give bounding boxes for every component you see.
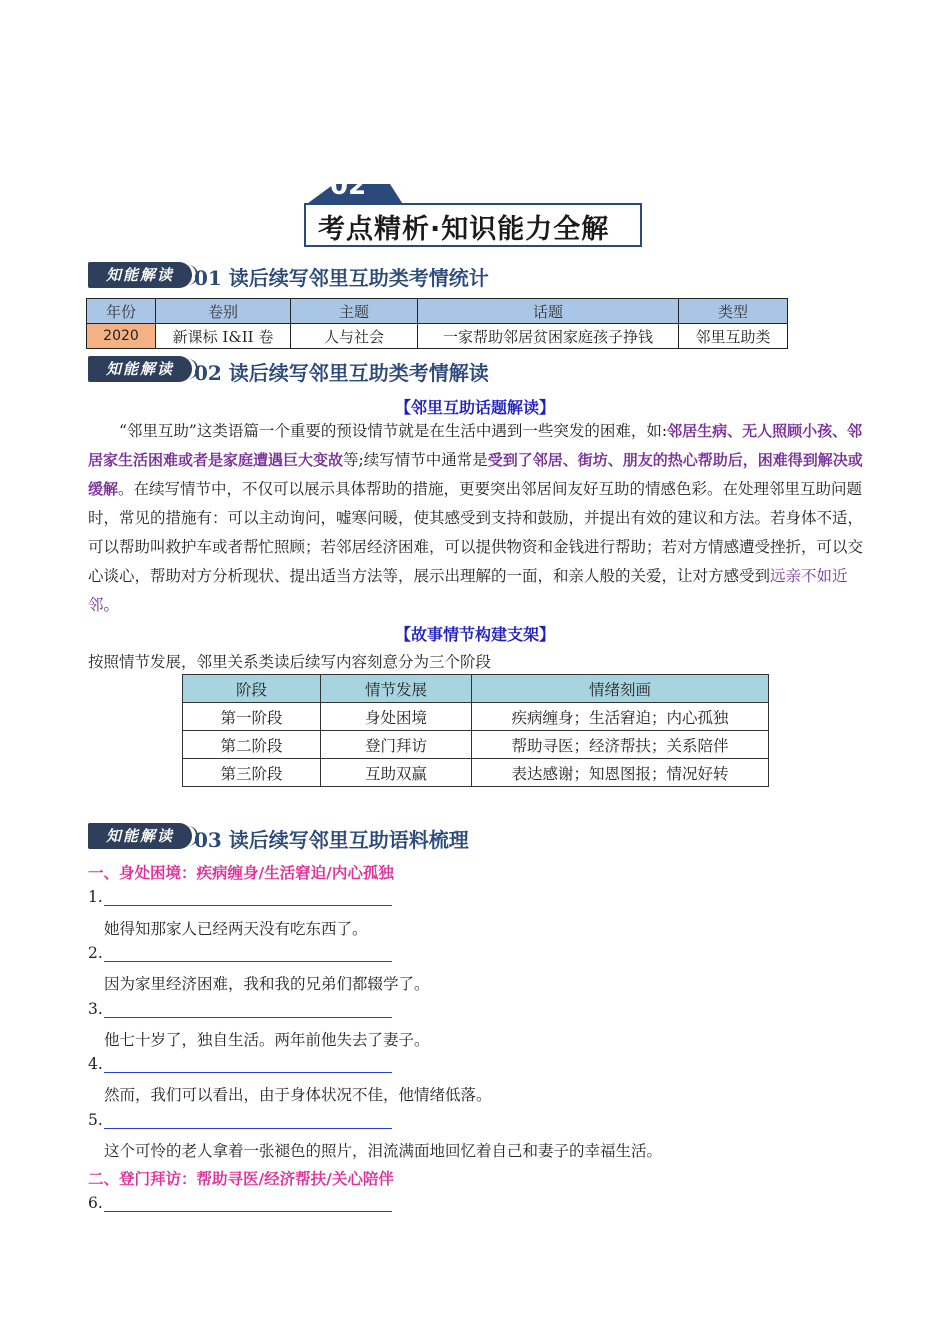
table-row xyxy=(183,759,769,787)
stage-header-cell: 情节发展 xyxy=(321,675,472,703)
stage-cell: 身处困境 xyxy=(321,703,472,731)
answer-blank[interactable] xyxy=(104,1017,392,1018)
stage-cell: 疾病缠身；生活窘迫；内心孤独 xyxy=(472,703,769,731)
stage-cell: 帮助寻医；经济帮扶；关系陪伴 xyxy=(472,731,769,759)
table-row xyxy=(183,703,769,731)
stage-header-cell: 阶段 xyxy=(183,675,321,703)
stage-cell: 第三阶段 xyxy=(183,759,321,787)
badge-zhineng-3: 知能解读 xyxy=(88,823,192,849)
list-item-number: 6. xyxy=(88,1194,103,1212)
answer-blank[interactable] xyxy=(104,961,392,962)
list-item: 她得知那家人已经两天没有吃东西了。 xyxy=(104,920,368,938)
list-item-number: 2. xyxy=(88,944,103,962)
part3-heading: 03 读后续写邻里互助语料梳理 xyxy=(194,828,469,852)
stats-cell: 新课标 I&II 卷 xyxy=(156,324,291,349)
para-text: 。 xyxy=(103,596,120,614)
stats-cell-year: 2020 xyxy=(87,324,156,349)
badge-zhineng-1: 知能解读 xyxy=(88,262,192,288)
list-item-number: 4. xyxy=(88,1055,103,1073)
para-highlight: 受到了邻居、街坊、朋友的热心帮助后，困难得到解决或缓解 xyxy=(88,451,863,498)
stage-cell: 第一阶段 xyxy=(183,703,321,731)
stage-cell: 表达感谢；知恩图报；情况好转 xyxy=(472,759,769,787)
stats-cell: 一家帮助邻居贫困家庭孩子挣钱 xyxy=(418,324,679,349)
stage-cell: 互助双赢 xyxy=(321,759,472,787)
framework-title: 【故事情节构建支架】 xyxy=(394,625,555,644)
category-heading-2: 二、登门拜访：帮助寻医/经济帮扶/关心陪伴 xyxy=(88,1170,394,1188)
stats-table xyxy=(86,298,788,349)
list-item-number: 3. xyxy=(88,1000,103,1018)
stats-cell: 邻里互助类 xyxy=(679,324,788,349)
part2-heading: 02 读后续写邻里互助类考情解读 xyxy=(194,361,489,385)
topic-interpretation-title: 【邻里互助话题解读】 xyxy=(394,398,555,417)
stage-cell: 第二阶段 xyxy=(183,731,321,759)
para-text: 。在续写情节中，不仅可以展示具体帮助的措施，更要突出邻居间友好互助的情感色彩。在处理邻里互助问题时，常见的措施有：可以主动询问，嘘寒问暖，使其感受到支持和鼓励，并提出有效的建议和方法。若身体不适，可以帮助叫救护车或者帮忙照顾；若邻居经济困难，可以提供物资和金钱进行帮助；若对方情感遭受挫折，可以交心谈心，帮助对方分析现状、提出适当方法等，展示出理解的一面，和亲人般的关爱，让对方感受到 xyxy=(88,480,864,585)
answer-blank[interactable] xyxy=(104,905,392,906)
para-text: “邻里互助”这类语篇一个重要的预设情节就是在生活中遇到一些突发的困难，如: xyxy=(119,422,668,440)
stats-header-cell: 类型 xyxy=(679,299,788,324)
stage-table-header xyxy=(183,675,769,703)
table-row xyxy=(87,324,788,349)
answer-blank[interactable] xyxy=(104,1211,392,1212)
list-item: 这个可怜的老人拿着一张褪色的照片，泪流满面地回忆着自己和妻子的幸福生活。 xyxy=(104,1142,663,1160)
para-highlight: 邻居生病、无人照顾小孩、邻居家生活困难或者是家庭遭遇巨大变故 xyxy=(88,422,863,469)
stats-header-cell: 年份 xyxy=(87,299,156,324)
stage-header-cell: 情绪刻画 xyxy=(472,675,769,703)
stats-header-cell: 主题 xyxy=(291,299,418,324)
list-item: 他七十岁了，独自生活。两年前他失去了妻子。 xyxy=(104,1031,430,1049)
section-number: 02 xyxy=(330,171,367,201)
stats-cell: 人与社会 xyxy=(291,324,418,349)
section-title: 考点精析·知识能力全解 xyxy=(318,214,610,245)
list-item: 然而，我们可以看出，由于身体状况不佳，他情绪低落。 xyxy=(104,1086,492,1104)
framework-intro: 按照情节发展，邻里关系类读后续写内容刻意分为三个阶段 xyxy=(88,653,492,671)
category-heading-1: 一、身处困境：疾病缠身/生活窘迫/内心孤独 xyxy=(88,864,394,882)
para-text: 等;续写情节中通常是 xyxy=(343,451,488,469)
answer-blank[interactable] xyxy=(104,1072,392,1073)
list-item: 因为家里经济困难，我和我的兄弟们都辍学了。 xyxy=(104,975,430,993)
table-row xyxy=(183,731,769,759)
list-item-number: 5. xyxy=(88,1111,103,1129)
stage-cell: 登门拜访 xyxy=(321,731,472,759)
stats-header-cell: 卷别 xyxy=(156,299,291,324)
stats-header-cell: 话题 xyxy=(418,299,679,324)
badge-zhineng-2: 知能解读 xyxy=(88,356,192,382)
part1-heading: 01 读后续写邻里互助类考情统计 xyxy=(194,266,489,290)
stage-table xyxy=(182,674,769,787)
list-item-number: 1. xyxy=(88,888,103,906)
stats-table-header xyxy=(87,299,788,324)
para-highlight: 远亲不如近邻 xyxy=(88,567,848,614)
answer-blank[interactable] xyxy=(104,1128,392,1129)
topic-paragraph xyxy=(88,417,863,620)
